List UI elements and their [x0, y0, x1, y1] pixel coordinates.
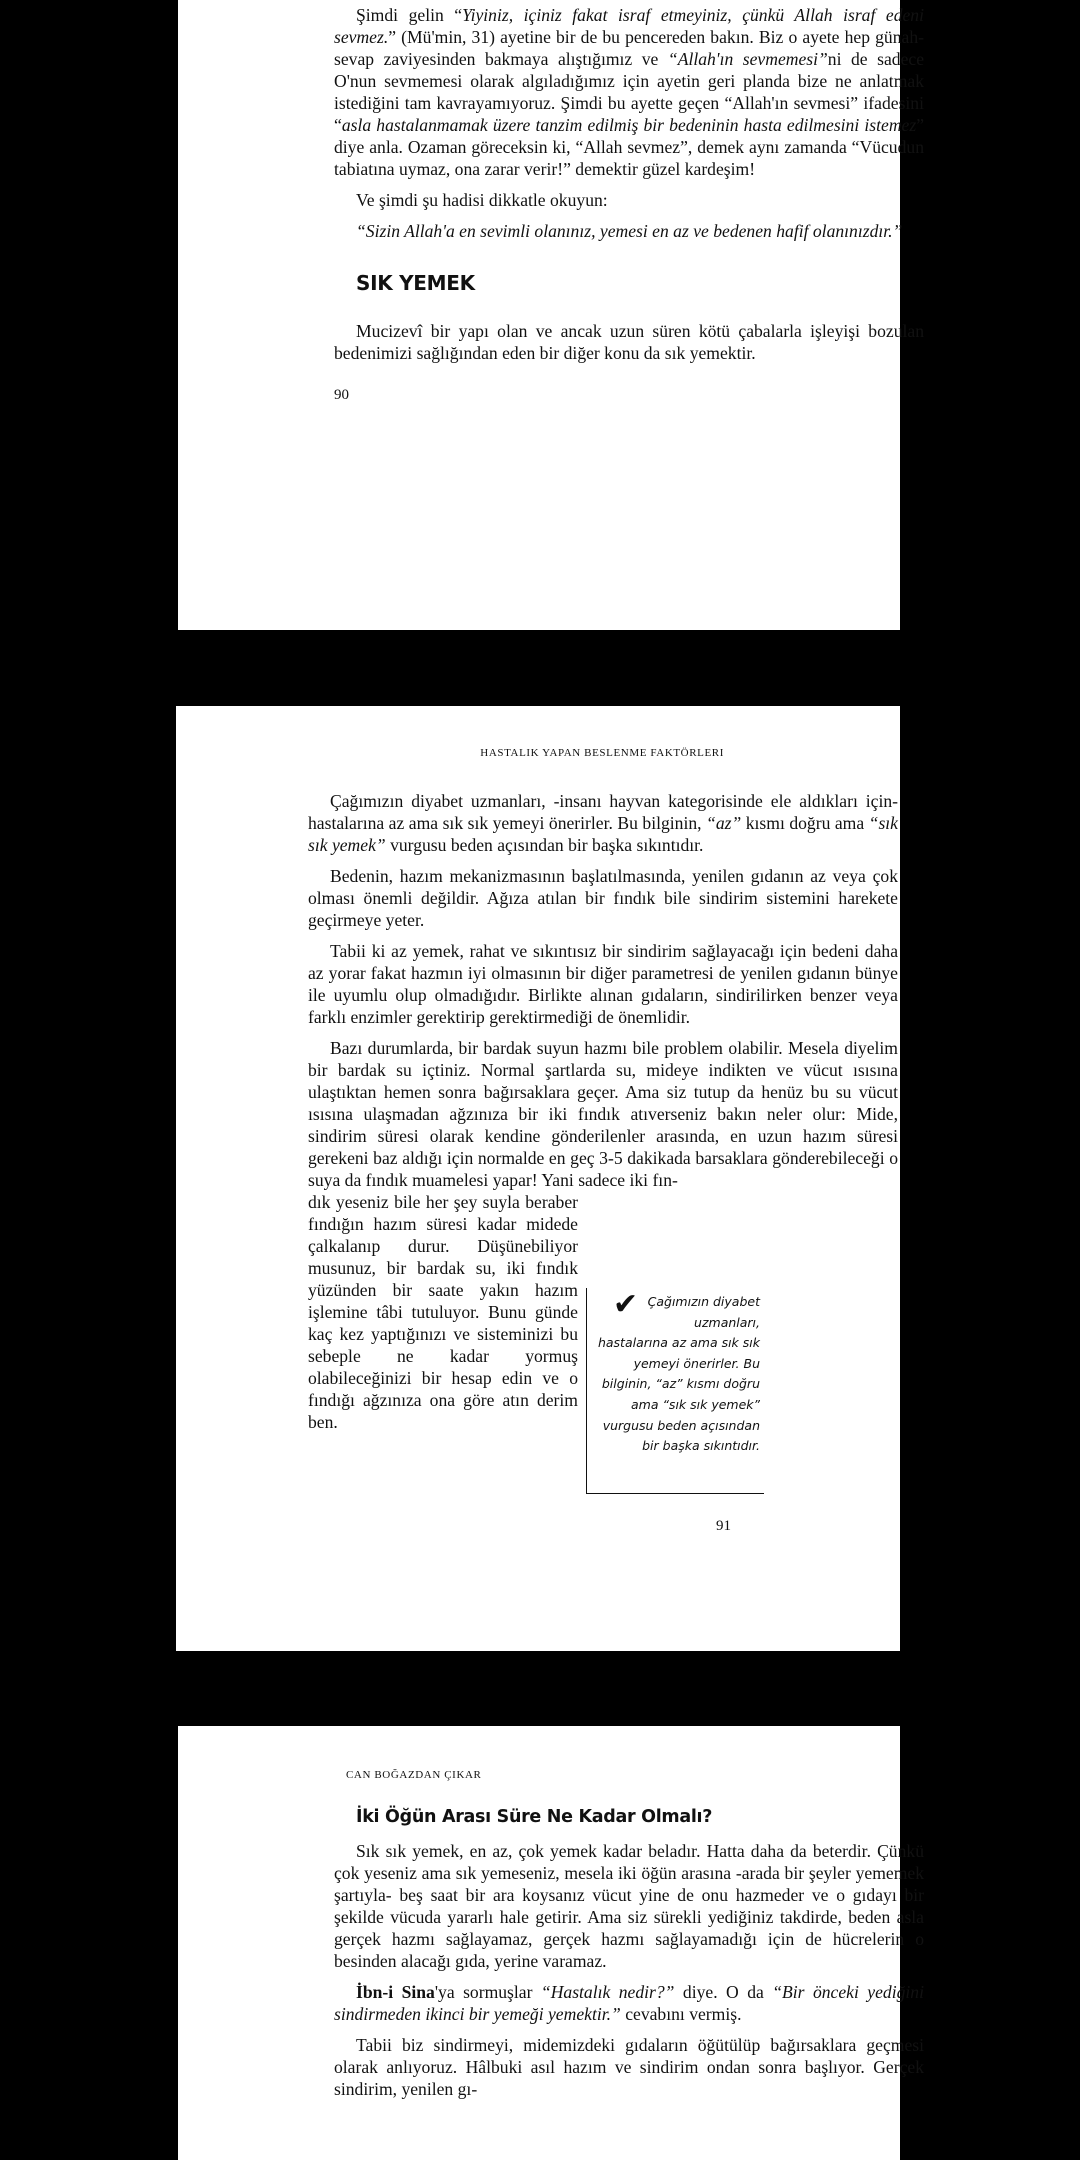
paragraph: Çağımızın diyabet uzmanları, -insanı hayvan kategorisinde ele aldıkları için- hastalarına az ama sık sık yemeyi önerirler. Bu bilginin, “az” kısmı doğru ama “sık sık yemek” vurgusu beden açısından bir başka sıkıntıdır. [308, 791, 898, 855]
page-90-text [334, 4, 924, 406]
book-page-91 [176, 706, 900, 1651]
paragraph: Bedenin, hazım mekanizmasının başlatılmasında, yenilen gıdanın az veya çok olması önemli değildir. Ağıza atılan bir fındık bile sindirim sistemini harekete geçirmeye yeter. [308, 866, 898, 930]
paragraph: Tabii ki az yemek, rahat ve sıkıntısız bir sindirim sağlayacağı için bedeni daha az yorar fakat hazmın iyi olmasının bir diğer parametresi de yenilen gıdanın bünye ile uyumlu olup olmadığıdır. Birlikte alınan gıdaların, sindirilirken benzer veya farklı enzimler gerektirip gerektirmediği de önemlidir. [308, 941, 898, 1027]
paragraph: Şimdi gelin “Yiyiniz, içiniz fakat israf etmeyiniz, çünkü Allah israf edeni sevmez.” (Mü'min, 31) ayetine bir de bu pencereden bakın. Biz o ayete hep günah-sevap zaviyesinden bakmaya alıştığımız ve “Allah'ın sevmemesi”ni de sadece O'nun sevmemesi olarak algıladığımız için ayetin geri planda bize ne anlatmak istediğini tam kavrayamıyoruz. Şimdi bu ayette geçen “Allah'ın sevmesi” ifadesini “asla hastalanmamak üzere tanzim edilmiş bir bedeninin hasta edilmesini istemez” diye anla. Ozaman göreceksin ki, “Allah sevmez”, demek aynı zamanda “Vücudun tabiatına uymaz, ona zarar verir!” demektir güzel kardeşim! [334, 5, 925, 179]
page-92-text [334, 1806, 924, 2100]
pull-quote-text: Çağımızın diyabet uzmanları, hastalarına az ama sık sık yemeyi önerirler. Bu bilginin, “az” kısmı doğru ama “sık sık yemek” vurgusu beden açısından bir başka sıkıntıdır. [597, 1294, 760, 1454]
page-number: 90 [334, 387, 349, 403]
book-page-92 [178, 1726, 924, 2160]
paragraph-continued: dık yeseniz bile her şey suyla beraber fındığın hazım süresi kadar midede çalkalanıp durur. Düşünebiliyor musunuz, bir bardak su, iki fındık yüzünden bir saate yakın hazım işlemine tâbi tutuluyor. Bunu günde kaç kez yaptığınızı ve sisteminizi bu sebeple ne kadar yormuş olabileceğinizi bir hesap edin ve o fındığı ağzınıza ona göre atın derim ben. [308, 1192, 578, 1432]
paragraph: Tabii biz sindirmeyi, midemizdeki gıdaların öğütülüp bağırsaklara geçmesi olarak anlıyoruz. Hâlbuki asıl hazım ve sindirim ondan sonra başlıyor. Gerçek sindirim, yenilen gı- [334, 2035, 924, 2099]
paragraph: Ve şimdi şu hadisi dikkatle okuyun: [356, 190, 608, 210]
paragraph: İbn-i Sina'ya sormuşlar “Hastalık nedir?” diye. O da “Bir önceki yediğini sindirmeden ikinci bir yemeği yemektir.” cevabını vermiş. [334, 1982, 924, 2024]
page-number: 91 [716, 1518, 731, 1534]
section-title: SIK YEMEK [356, 271, 475, 295]
paragraph: Sık sık yemek, en az, çok yemek kadar beladır. Hatta daha da beterdir. Çünkü çok yeseniz ama sık yemeseniz, mesela iki öğün arasına -arada bir şeyler yememek şartıyla- beş saat bir ara koysanız vücut yine de onu hazmeder ve o gıdayı bir şekilde vücuda yararlı hale getirir. Ama siz sürekli yediğiniz takdirde, beden asla gerçek hazmı sağlayamaz, gerçek hazmı sağlayamadığı için de hücrelerin o besinden alacağı gıda, yerine varamaz. [334, 1841, 924, 1971]
hadith-quote: “Sizin Allah'a en sevimli olanınız, yemesi en az ve bedenen hafif olanınızdır.” [356, 221, 903, 241]
check-icon: ✔ [613, 1287, 639, 1322]
running-header: HASTALIK YAPAN BESLENME FAKTÖRLERI [480, 747, 724, 759]
running-header: CAN BOĞAZDAN ÇIKAR [346, 1769, 482, 1781]
pull-quote-box [586, 1288, 764, 1494]
book-page-90 [178, 0, 925, 630]
paragraph: Bazı durumlarda, bir bardak suyun hazmı bile problem olabilir. Mesela diyelim bir bardak su içtiniz. Normal şartlarda su, mideye indikten ve vücut ısısına ulaştıktan hemen sonra bağırsaklara geçer. Ama siz tutup da henüz bu su vücut ısısına ulaşmadan ağzınıza bir iki fındık atıverseniz bakın neler olur: Mide, sindirim süresi olarak kendine gönderilenler arasında, en uzun hazım süresi gerekeni baz aldığı için normalde en geç 3-5 dakikada barsaklara gönderebileceği o suya da fındık muamelesi yapar! Yani sadece iki fın- [308, 1038, 898, 1190]
section-title: İki Öğün Arası Süre Ne Kadar Olmalı? [356, 1807, 713, 1827]
paragraph: Mucizevî bir yapı olan ve ancak uzun süren kötü çabalarla işleyişi bozulan bedenimizi sağlığından eden bir diğer konu da sık yemektir. [334, 321, 924, 363]
